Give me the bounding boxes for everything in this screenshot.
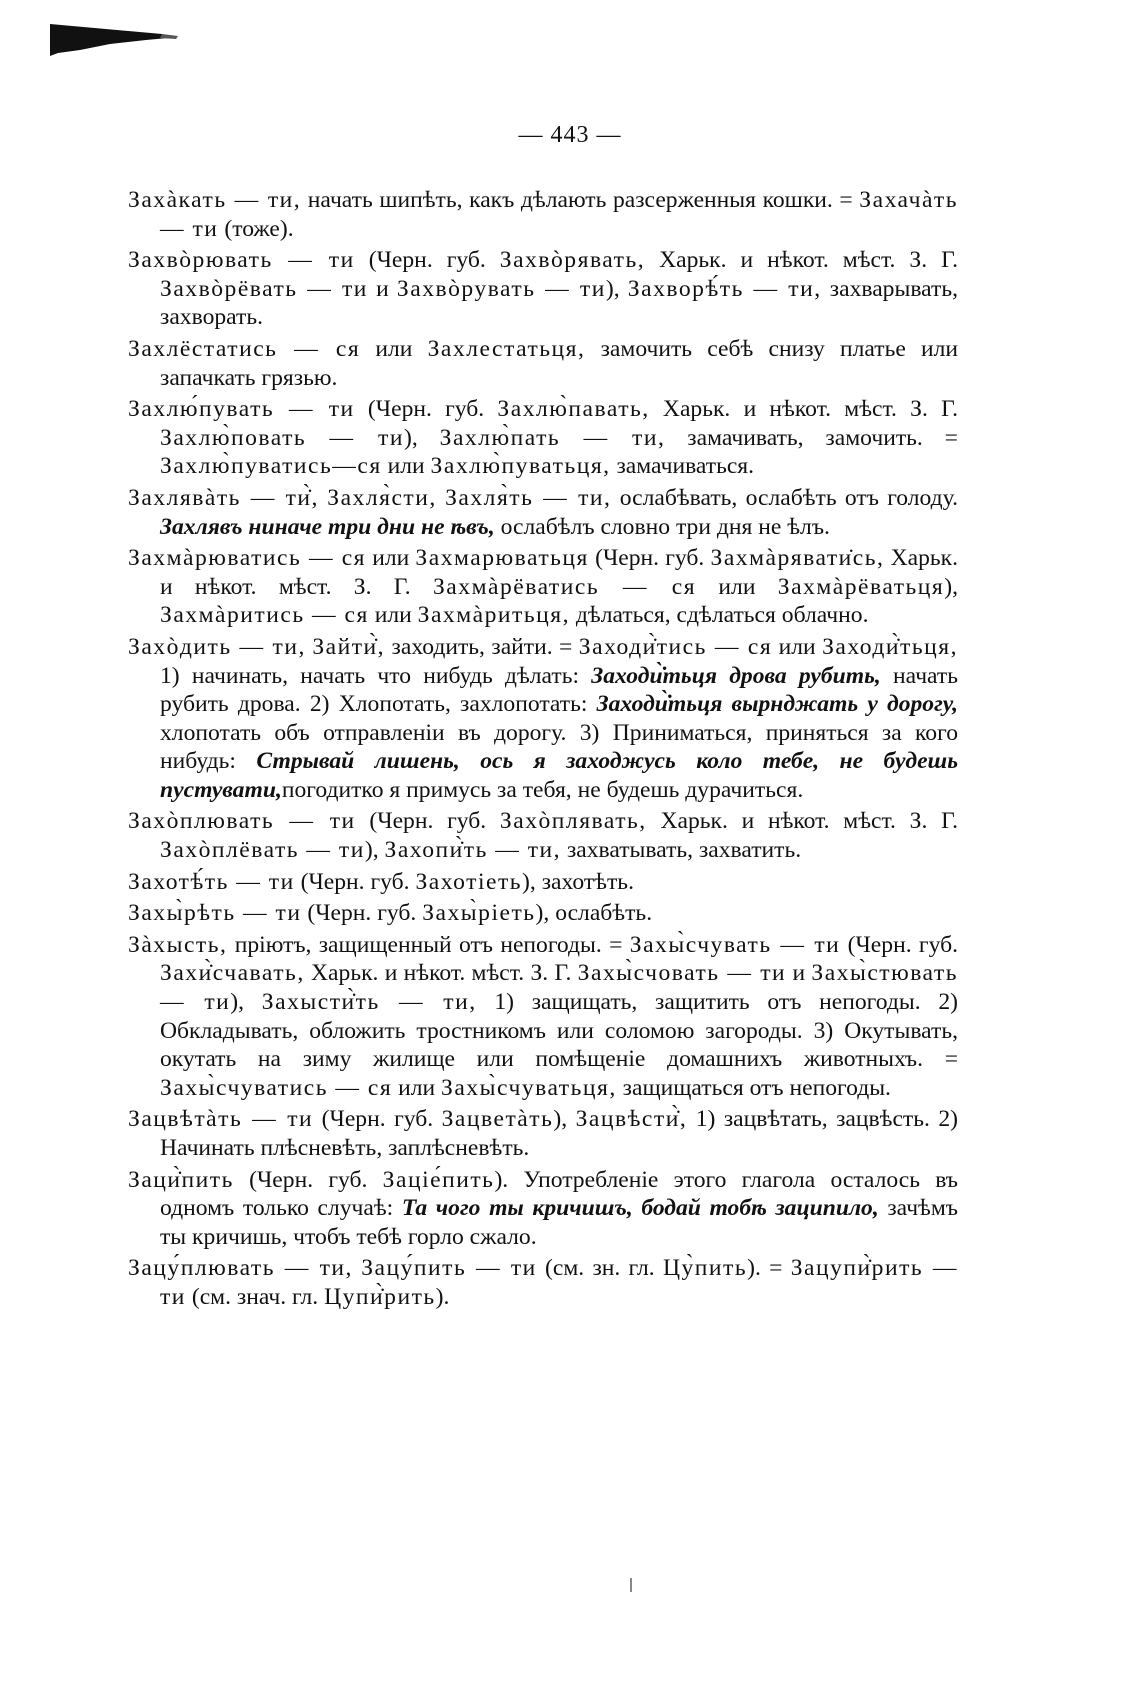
headword: Цу̀пить <box>662 1255 748 1282</box>
definition-text: Харьк. и нѣкот. мѣст. З. Г. <box>160 545 959 600</box>
definition-text: 1) защищать, защитить отъ непогоды. 2) Обкладывать, обложить тростникомъ или соломою загороды. 3) Окутывать, окутать на зиму жилище или помѣщеніе домашнихъ животныхъ. = <box>160 989 958 1073</box>
definition-text: ), <box>553 1106 576 1133</box>
definition-text: или <box>392 1074 442 1101</box>
headword: Захотѣ́ть — ти <box>128 868 295 895</box>
headword: Захы̀счуватись — ся <box>160 1074 393 1101</box>
headword: Заходи̇̀тись — ся <box>578 633 773 660</box>
headword: Зацупи̇̀рить — ти <box>160 1255 959 1310</box>
headword: Захля̀ть — ти, <box>445 484 612 511</box>
dictionary-entry <box>128 899 958 928</box>
definition-text: начать шипѣть, какъ дѣлають разсерженныя кошки. = <box>301 187 860 213</box>
headword: Захвòрёвать — ти <box>160 275 368 302</box>
definition-text: или <box>772 633 823 660</box>
definition-text: или <box>696 573 778 600</box>
dictionary-entry <box>128 1254 958 1311</box>
definition-text: ), <box>944 573 959 600</box>
headword: Захлю̀повать — ти <box>160 424 404 451</box>
definition-text: ). = <box>747 1255 791 1282</box>
definition-text: Харьк. и нѣкот. мѣст. З. Г. <box>649 396 958 423</box>
headword: Захòплювать — ти <box>128 808 356 835</box>
definition-text: заходить, зайти. = <box>385 633 579 660</box>
headword: Зàхысть, <box>128 931 228 958</box>
dictionary-entry <box>128 484 958 541</box>
headword: Зацветàть <box>441 1106 554 1133</box>
headword: Захы̀счовать — ти <box>577 960 787 987</box>
definition-text: пріютъ, защищенный отъ непогоды. = <box>227 931 630 958</box>
definition-text: ), <box>230 989 262 1016</box>
headword: Зайти̇̀, <box>312 633 386 660</box>
headword: Захòплявать, <box>499 808 647 835</box>
headword: Захмарюватьця <box>415 545 589 572</box>
definition-text: 1) зацвѣтать, зацвѣсть. 2) Начинать плѣсневѣть, заплѣсневѣть. <box>160 1106 958 1161</box>
definition-text: зачѣмъ ты кричишь, чтобъ тебѣ горло сжало. <box>160 1195 958 1250</box>
headword: Захы̀стювать — ти <box>160 960 958 1016</box>
definition-text: Харьк. и нѣкот. мѣст. З. Г. <box>646 808 958 835</box>
scan-corner-blot <box>50 22 180 56</box>
definition-text: (Черн. губ. <box>294 868 416 895</box>
definition-text: ). <box>435 1283 450 1310</box>
dictionary-entry <box>128 395 958 481</box>
dictionary-entry <box>128 246 958 332</box>
definition-text: (Черн. губ. <box>840 931 958 958</box>
scan-speck <box>630 1578 632 1592</box>
headword: Захмàрявати̇сь, <box>710 545 885 572</box>
definition-text: замачиваться. <box>610 453 755 480</box>
headword: Зацу́пить — ти <box>361 1255 537 1282</box>
definition-text: или <box>360 335 428 362</box>
definition-text: погодитко я примусь за тебя, не будешь дурачиться. <box>281 776 804 803</box>
definition-text: ослабѣвать, ослабѣть отъ голоду. <box>611 484 958 511</box>
headword: Захлестатьця, <box>427 335 586 362</box>
dictionary-entry <box>128 1166 958 1252</box>
headword: Захлю̀пуватьця, <box>430 453 611 480</box>
headword: Захлявàть — ти̇̀, <box>128 484 319 511</box>
definition-text: ). Употребленіе этого глагола осталось въ одномъ только случаѣ: <box>160 1166 958 1222</box>
headword: Захы̀рѣть — ти <box>128 900 302 927</box>
headword: Захлю̀пать — ти, <box>439 424 666 451</box>
definition-text: или <box>381 453 431 480</box>
definition-text: захватывать, захватить. <box>561 837 802 864</box>
headword: Захмàрюватись — ся <box>128 545 367 572</box>
dictionary-entry <box>128 931 958 1103</box>
headword: Захотіеть <box>415 868 523 895</box>
definition-text: (Черн. губ. <box>313 1106 442 1133</box>
definition-text: ), <box>403 424 440 451</box>
page-number: — 443 — <box>518 122 622 148</box>
example-phrase: Заходи̇̀тьця дрова рубить, <box>591 662 881 689</box>
dictionary-entry <box>128 335 958 392</box>
headword: Захи̇̀счавать, <box>160 960 305 987</box>
example-phrase: Заходи̇̀тьця вырнджать у дорогу, <box>596 691 958 718</box>
definition-text: ), ослабѣть. <box>535 900 653 927</box>
headword: Захы̀счуватьця, <box>441 1074 617 1101</box>
definition-text: захварывать, захворать. <box>160 275 958 331</box>
definition-text: Харьк. и нѣкот. мѣст. З. Г. <box>645 247 958 274</box>
definition-text: замочить себѣ снизу платье или запачкать грязью. <box>160 335 958 391</box>
headword: Зацвѣтàть — ти <box>128 1106 314 1133</box>
dictionary-entry <box>128 544 958 630</box>
headword: Захворѣ́ть — ти, <box>627 275 822 302</box>
definition-text: (см. зн. гл. <box>536 1255 663 1282</box>
headword: Захвòрювать — ти <box>128 247 355 274</box>
dictionary-entry <box>128 807 958 864</box>
headword: Захы̀ріеть <box>422 900 536 927</box>
example-phrase: Та чого ты кричишъ, бодай тобѣ заципило, <box>401 1195 879 1222</box>
headword: Захлю̀павать, <box>497 396 650 423</box>
headword: Зацу́плювать — ти, <box>128 1255 353 1282</box>
headword: Захмàрёватьця <box>777 573 945 600</box>
example-phrase: Захлявъ ниначе три дни не ѣвъ, <box>160 513 495 540</box>
definition-text <box>353 1255 361 1281</box>
headword: Захы̀счувать — ти <box>629 931 841 958</box>
headword: Захлю́пувать — ти <box>128 396 355 423</box>
headword: Заци̇̀пить <box>128 1166 234 1193</box>
headword: Зацвѣсти̇̀, <box>575 1106 688 1133</box>
headword: Заходи̇̀тьця, <box>822 633 958 660</box>
definition-text <box>437 485 445 511</box>
definition-text <box>319 485 327 511</box>
dictionary-entry <box>128 1105 958 1162</box>
headword: Захмàритьця, <box>417 602 571 629</box>
dictionary-entry <box>128 186 958 243</box>
headword: Захòдить — ти, <box>128 633 306 660</box>
definition-text: ), захотѣть. <box>522 868 634 895</box>
headword: Захлю̀пуватись—ся <box>160 453 382 480</box>
headword: Захòплёвать — ти <box>160 837 365 864</box>
dictionary-entry <box>128 868 958 897</box>
definition-text: (Черн. губ. <box>354 247 500 274</box>
headword: Захвòрувать — ти <box>396 275 606 302</box>
headword: Захля̀сти, <box>327 484 437 511</box>
headword: Захысти̇̀ть — ти, <box>261 989 477 1016</box>
definition-text: начать рубить дрова. 2) Хлопотать, захлопотать: <box>160 662 958 718</box>
headword: Захвòрявать, <box>499 247 646 274</box>
definition-text: ослабѣлъ словно три дня не ѣлъ. <box>494 513 830 540</box>
definition-text: (Черн. губ. <box>588 545 711 572</box>
definition-text: ), <box>364 837 385 864</box>
definition-text: (Черн. губ. <box>233 1166 383 1193</box>
definition-text: или <box>366 545 416 572</box>
headword: Захмàрёватись — ся <box>432 573 697 600</box>
dictionary-entries <box>128 186 958 1315</box>
definition-text: (Черн. губ. <box>301 900 423 927</box>
definition-text: дѣлаться, сдѣлаться облачно. <box>570 602 869 629</box>
definition-text: защищаться отъ непогоды. <box>616 1074 891 1101</box>
definition-text: хлопотать объ отправленіи въ дорогу. 3) Приниматься, приняться за кого нибудь: <box>160 719 958 775</box>
example-phrase: Стрывай лишень, ось я заходжусь коло тебе, не будешь пустувати, <box>160 748 958 803</box>
definition-text: 1) начинать, начать что нибудь дѣлать: <box>160 662 592 689</box>
definition-text: (тоже). <box>218 215 294 242</box>
definition-text: и <box>786 960 812 987</box>
definition-text: (Черн. губ. <box>355 808 500 835</box>
dictionary-entry <box>128 633 958 805</box>
headword: Захопи̇̀ть — ти, <box>384 837 562 864</box>
definition-text: замачивать, замочить. = <box>665 424 958 451</box>
definition-text: и <box>367 275 397 302</box>
headword: Захлёстатись — ся <box>128 335 361 362</box>
definition-text: или <box>368 602 418 629</box>
definition-text: (см. знач. гл. <box>185 1283 325 1310</box>
headword: Захачàть — ти <box>160 187 958 242</box>
headword: Захмàритись — ся <box>160 602 369 629</box>
headword: Цупи̇̀рить <box>324 1283 436 1310</box>
headword: Заціе́пить <box>382 1166 495 1193</box>
headword: Захàкать — ти, <box>128 187 302 213</box>
definition-text: Харьк. и нѣкот. мѣст. З. Г. <box>304 960 578 987</box>
definition-text: (Черн. губ. <box>354 396 498 423</box>
definition-text: ), <box>605 275 628 302</box>
